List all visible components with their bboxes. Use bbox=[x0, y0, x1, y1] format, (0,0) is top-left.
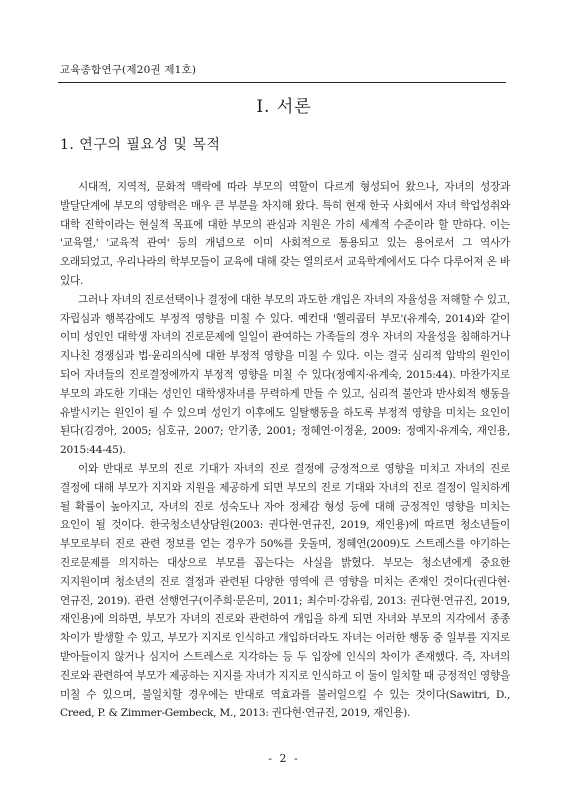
paragraph: 시대적, 지역적, 문화적 맥락에 따라 부모의 역할이 다르게 형성되어 왔으나, 자녀의 성장과 발달단계에 부모의 영향력은 매우 큰 부분을 차지해 왔다. 특히 현재 한국 사회에서 자녀 학업성취와 대학 진학이라는 현실적 목표에 대한 부모의 관심과 지원은 가히 세계적 수준이라 할 만하다. 이는 '교육열,' '교육적 관여' 등의 개념으로 이미 사회적으로 통용되고 있는 용어로서 그 역사가 오래되었고, 우리나라의 학부모들이 교육에 대해 갖는 열의로서 교육학계에서도 다수 다루어져 온 바 있다. bbox=[60, 181, 510, 287]
body-text bbox=[60, 178, 510, 723]
page-number: - 2 - bbox=[268, 752, 300, 765]
header-divider bbox=[58, 82, 506, 83]
paragraph: 그러나 자녀의 진로선택이나 결정에 대한 부모의 과도한 개입은 자녀의 자율성을 저해할 수 있고, 자립심과 행복감에도 부정적 영향을 미칠 수 있다. 예컨대 '헬리콥터 부모'(유계숙, 2014)와 같이 이미 성인인 대학생 자녀의 진로문제에 일일이 관여하는 가족들의 경우 자녀의 자율성을 침해하거나 지나친 경쟁심과 법·윤리의식에 대한 부정적 영향을 미칠 수 있다. 이는 결국 심리적 압박의 원인이 되어 자녀들의 진로결정에까지 부정적 영향을 미칠 수 있다(정예지·유계숙, 2015:44). 마찬가지로 부모의 과도한 기대는 성인인 대학생자녀를 무력하게 만들 수 있고, 심리적 불안과 반사회적 행동을 유발시키는 원인이 될 수 있으며 성인기 이후에도 일탈행동을 하도록 부정적 영향을 미치는 요인이 된다(김경아, 2005; 심호규, 2007; 안기종, 2001; 정혜연·이정윤, 2009: 정예지·유계숙, 재인용, 2015:44-45). bbox=[60, 293, 510, 457]
paragraph: 이와 반대로 부모의 진로 기대가 자녀의 진로 결정에 긍정적으로 영향을 미치고 자녀의 진로 결정에 대해 부모가 지지와 지원을 제공하게 되면 부모의 진로 기대와 자녀의 진로 결정이 일치하게 될 확률이 높아지고, 자녀의 진로 성숙도나 자아 정체감 형성 등에 대해 긍정적인 영향을 미치는 요인이 될 것이다. 한국청소년상담원(2003: 권다현·연규진, 2019, 재인용)에 따르면 청소년들이 부모로부터 진로 관련 정보를 얻는 경우가 50%를 웃돌며, 정혜연(2009)도 스트레스를 야기하는 진로문제를 의지하는 대상으로 부모를 꼽는다는 사실을 밝혔다. 부모는 청소년에게 중요한 지지원이며 청소년의 진로 결정과 관련된 다양한 영역에 큰 영향을 미치는 존재인 것이다(권다현·연규진, 2019). 관련 선행연구(이주희·문은미, 2011; 최수미·강유림, 2013: 권다현·연규진, 2019, 재인용)에 의하면, 부모가 자녀의 진로와 관련하여 개입을 하게 되면 자녀와 부모의 지각에서 종종 차이가 발생할 수 있고, 부모가 지지로 인식하고 개입하더라도 자녀는 이러한 행동 중 일부를 지지로 받아들이지 않거나 심지어 스트레스로 지각하는 등 두 입장에 인식의 차이가 존재했다. 즉, 자녀의 진로와 관련하여 부모가 제공하는 지지를 자녀가 지지로 인식하고 이 둘이 일치할 때 긍정적인 영향을 미칠 수 있으며, 불일치할 경우에는 반대로 역효과를 불러일으킬 수 있는 것이다(Sawitri, D., Creed, P. & Zimmer-Gembeck, M., 2013: 권다현·연규진, 2019, 재인용). bbox=[60, 462, 510, 720]
section-title: I. 서론 bbox=[256, 97, 312, 117]
running-header: 교육종합연구(제20권 제1호) bbox=[60, 64, 197, 76]
subsection-title: 1. 연구의 필요성 및 목적 bbox=[60, 137, 221, 153]
